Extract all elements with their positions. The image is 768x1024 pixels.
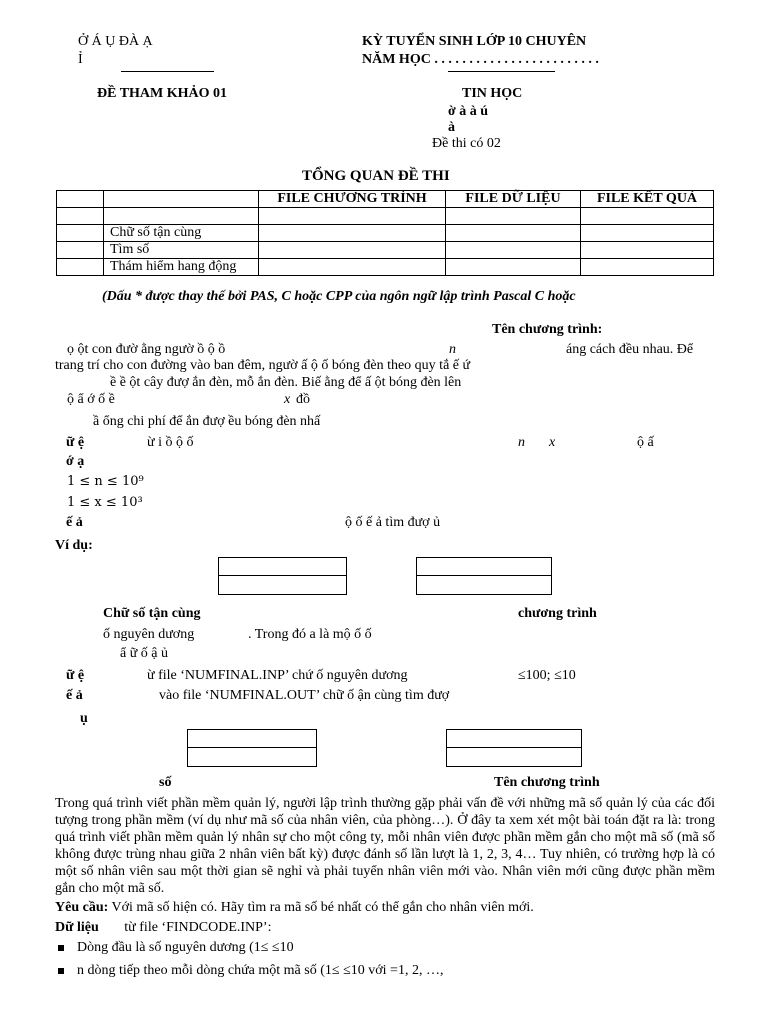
table-cell: Chữ số tận cùng [104, 225, 259, 242]
problem1-program-label: Tên chương trình: [492, 322, 603, 337]
table-cell [259, 259, 446, 276]
header-left-line2: Ỉ [78, 52, 83, 67]
table-cell [446, 259, 581, 276]
problem1-line5: ầ ổng chi phí để ắn đượ ều bóng đèn nhấ [93, 414, 321, 429]
problem3-program-label: Tên chương trình [494, 775, 600, 790]
problem2-input-label: ữ ệ [66, 668, 85, 683]
constraint-x: 1 ≤ x ≤ 10³ [67, 495, 143, 510]
problem2-example-label: ụ [80, 711, 88, 726]
variable-n: n [518, 435, 525, 450]
table-row [57, 259, 714, 276]
table-header-cell: FILE CHƯƠNG TRÌNH [259, 191, 446, 208]
table-cell [446, 225, 581, 242]
table-header-cell [57, 191, 104, 208]
data-label: Dữ liệu [55, 920, 99, 935]
problem1-output-label: ế ả [66, 515, 83, 530]
table-cell [259, 208, 446, 225]
constraint-n: 1 ≤ n ≤ 10⁹ [67, 474, 144, 489]
variable-n: n [449, 342, 456, 357]
problem2-output-label: ế ả [66, 688, 83, 703]
table-row [57, 208, 714, 225]
problem2-line1: ố nguyên dương [103, 627, 195, 642]
problem1-line4: ộ ẩ ớ ố ề [67, 392, 115, 407]
problem1-line3: ề ề ột cây đượ ắn đèn, mỗ ắn đèn. Biế ằng để ấ ột bóng đèn lên [110, 375, 462, 390]
problem1-output-text: ộ ố ế ả tìm đượ ủ [345, 515, 441, 530]
problem2-input-text: ừ file ‘NUMFINAL.INP’ chứ ố nguyên dương [147, 668, 408, 683]
example-box-row [219, 558, 346, 576]
table-cell [446, 242, 581, 259]
problem2-program-label: chương trình [518, 606, 597, 621]
bullet-item: n dòng tiếp theo mỗi dòng chứa một mã số (1≤ ≤10 với =1, 2, …, [77, 963, 444, 978]
example-input-box [187, 729, 317, 767]
problem1-line1-right: áng cách đều nhau. Để [566, 342, 694, 357]
bullet-item: Dòng đầu là số nguyên dương (1≤ ≤10 [77, 940, 294, 955]
example-box-row [188, 730, 316, 748]
table-header-cell: FILE KẾT QUẢ [581, 191, 714, 208]
table-cell: Thám hiểm hang động [104, 259, 259, 276]
problem2-title: Chữ số tận cùng [103, 606, 201, 621]
variable-x: x [284, 392, 291, 407]
example-label: Ví dụ: [55, 538, 93, 553]
header-right-underline [448, 71, 555, 72]
table-header-row [57, 191, 714, 208]
table-cell [57, 208, 104, 225]
problem1-line4-right: đồ [296, 392, 310, 407]
pages-note: Đề thi có 02 [432, 136, 501, 151]
table-cell [581, 242, 714, 259]
table-cell [259, 242, 446, 259]
problem2-line1-right: . Trong đó a là mộ ố ố [248, 627, 372, 642]
overview-table [56, 190, 714, 276]
table-cell [57, 242, 104, 259]
problem2-line2: ẩ ữ ố ậ ủ [120, 646, 169, 661]
table-cell [581, 259, 714, 276]
problem1-line2: trang trí cho con đường vào ban đêm, ngườ ấ ộ ố bóng đèn theo quy tắ ế ứ [55, 358, 471, 373]
bullet-icon [58, 945, 64, 951]
exam-time-line2: à [448, 120, 455, 135]
example-box-row [219, 576, 346, 593]
problem1-input-line2: ớ ạ [66, 454, 85, 469]
bullet-icon [58, 968, 64, 974]
example-output-box [416, 557, 552, 595]
example-box-row [188, 748, 316, 765]
example-box-row [447, 730, 581, 748]
overview-note: (Dấu * được thay thế bởi PAS, C hoặc CPP của ngôn ngữ lập trình Pascal C hoặc [102, 289, 576, 304]
exam-time: ờ à à ú [448, 104, 489, 119]
table-row [57, 225, 714, 242]
table-cell: Tìm số [104, 242, 259, 259]
header-left-underline [121, 71, 214, 72]
table-cell [581, 208, 714, 225]
data-text: từ file ‘FINDCODE.INP’: [124, 920, 272, 935]
table-cell [104, 208, 259, 225]
table-cell [581, 225, 714, 242]
table-cell [57, 259, 104, 276]
table-header-cell [104, 191, 259, 208]
example-box-row [417, 558, 551, 576]
example-input-box [218, 557, 347, 595]
exam-label: ĐỀ THAM KHẢO 01 [97, 86, 228, 101]
exam-title: KỲ TUYỂN SINH LỚP 10 CHUYÊN [362, 34, 587, 49]
problem3-title: số [159, 775, 172, 790]
example-box-row [447, 748, 581, 765]
problem1-input-tail: ộ ấ [637, 435, 654, 450]
subject-title: TIN HỌC [462, 86, 523, 101]
requirement-label: Yêu cầu: [55, 900, 109, 915]
table-header-cell: FILE DỮ LIỆU [446, 191, 581, 208]
table-row [57, 242, 714, 259]
problem3-paragraph: Trong quá trình viết phần mềm quản lý, người lập trình thường gặp phải vấn đề với những mã số quản lý của các đối tượng trong phần mềm (ví dụ như mã số của nhân viên, của phòng…). Ở đây ta xem xét một bài toán đặt ra là: trong quá trình viết phần mềm quản lý nhân sự cho một công ty, mỗi nhân viên được phần mềm gắn cho một mã số (mã số không được trùng nhau giữa 2 nhân viên bất kỳ) được đánh số lần lượt là 1, 2, 3, 4… Tuy nhiên, có trường hợp là có một số nhân viên sau một thời gian sẽ nghỉ và phải tuyển nhân viên mới vào. Nhân viên mới cũng được phần mềm gắn cho một mã số. [55, 796, 715, 896]
data-line [55, 920, 271, 936]
table-cell [57, 225, 104, 242]
problem2-input-constraint: ≤100; ≤10 [518, 668, 576, 683]
example-output-box [446, 729, 582, 767]
table-cell [446, 208, 581, 225]
problem1-line1: ọ ột con đườ ằng ngườ ồ ộ ồ [67, 342, 226, 357]
requirement-line [55, 900, 534, 916]
problem1-input-text: ừ i ồ ộ ố [147, 435, 194, 450]
overview-title: TỔNG QUAN ĐỀ THI [302, 168, 450, 184]
problem2-output-text: vào file ‘NUMFINAL.OUT’ chữ ố ận cùng tìm đượ [159, 688, 450, 703]
problem1-input-label: ữ ệ [66, 435, 85, 450]
school-year: NĂM HỌC . . . . . . . . . . . . . . . . . . . . . . . . [362, 52, 599, 67]
example-box-row [417, 576, 551, 593]
variable-x: x [549, 435, 556, 450]
header-left-line1: Ở Á Ụ ĐÀ Ạ [78, 34, 153, 49]
requirement-text: Với mã số hiện có. Hãy tìm ra mã số bé nhất có thể gắn cho nhân viên mới. [111, 900, 534, 915]
table-cell [259, 225, 446, 242]
